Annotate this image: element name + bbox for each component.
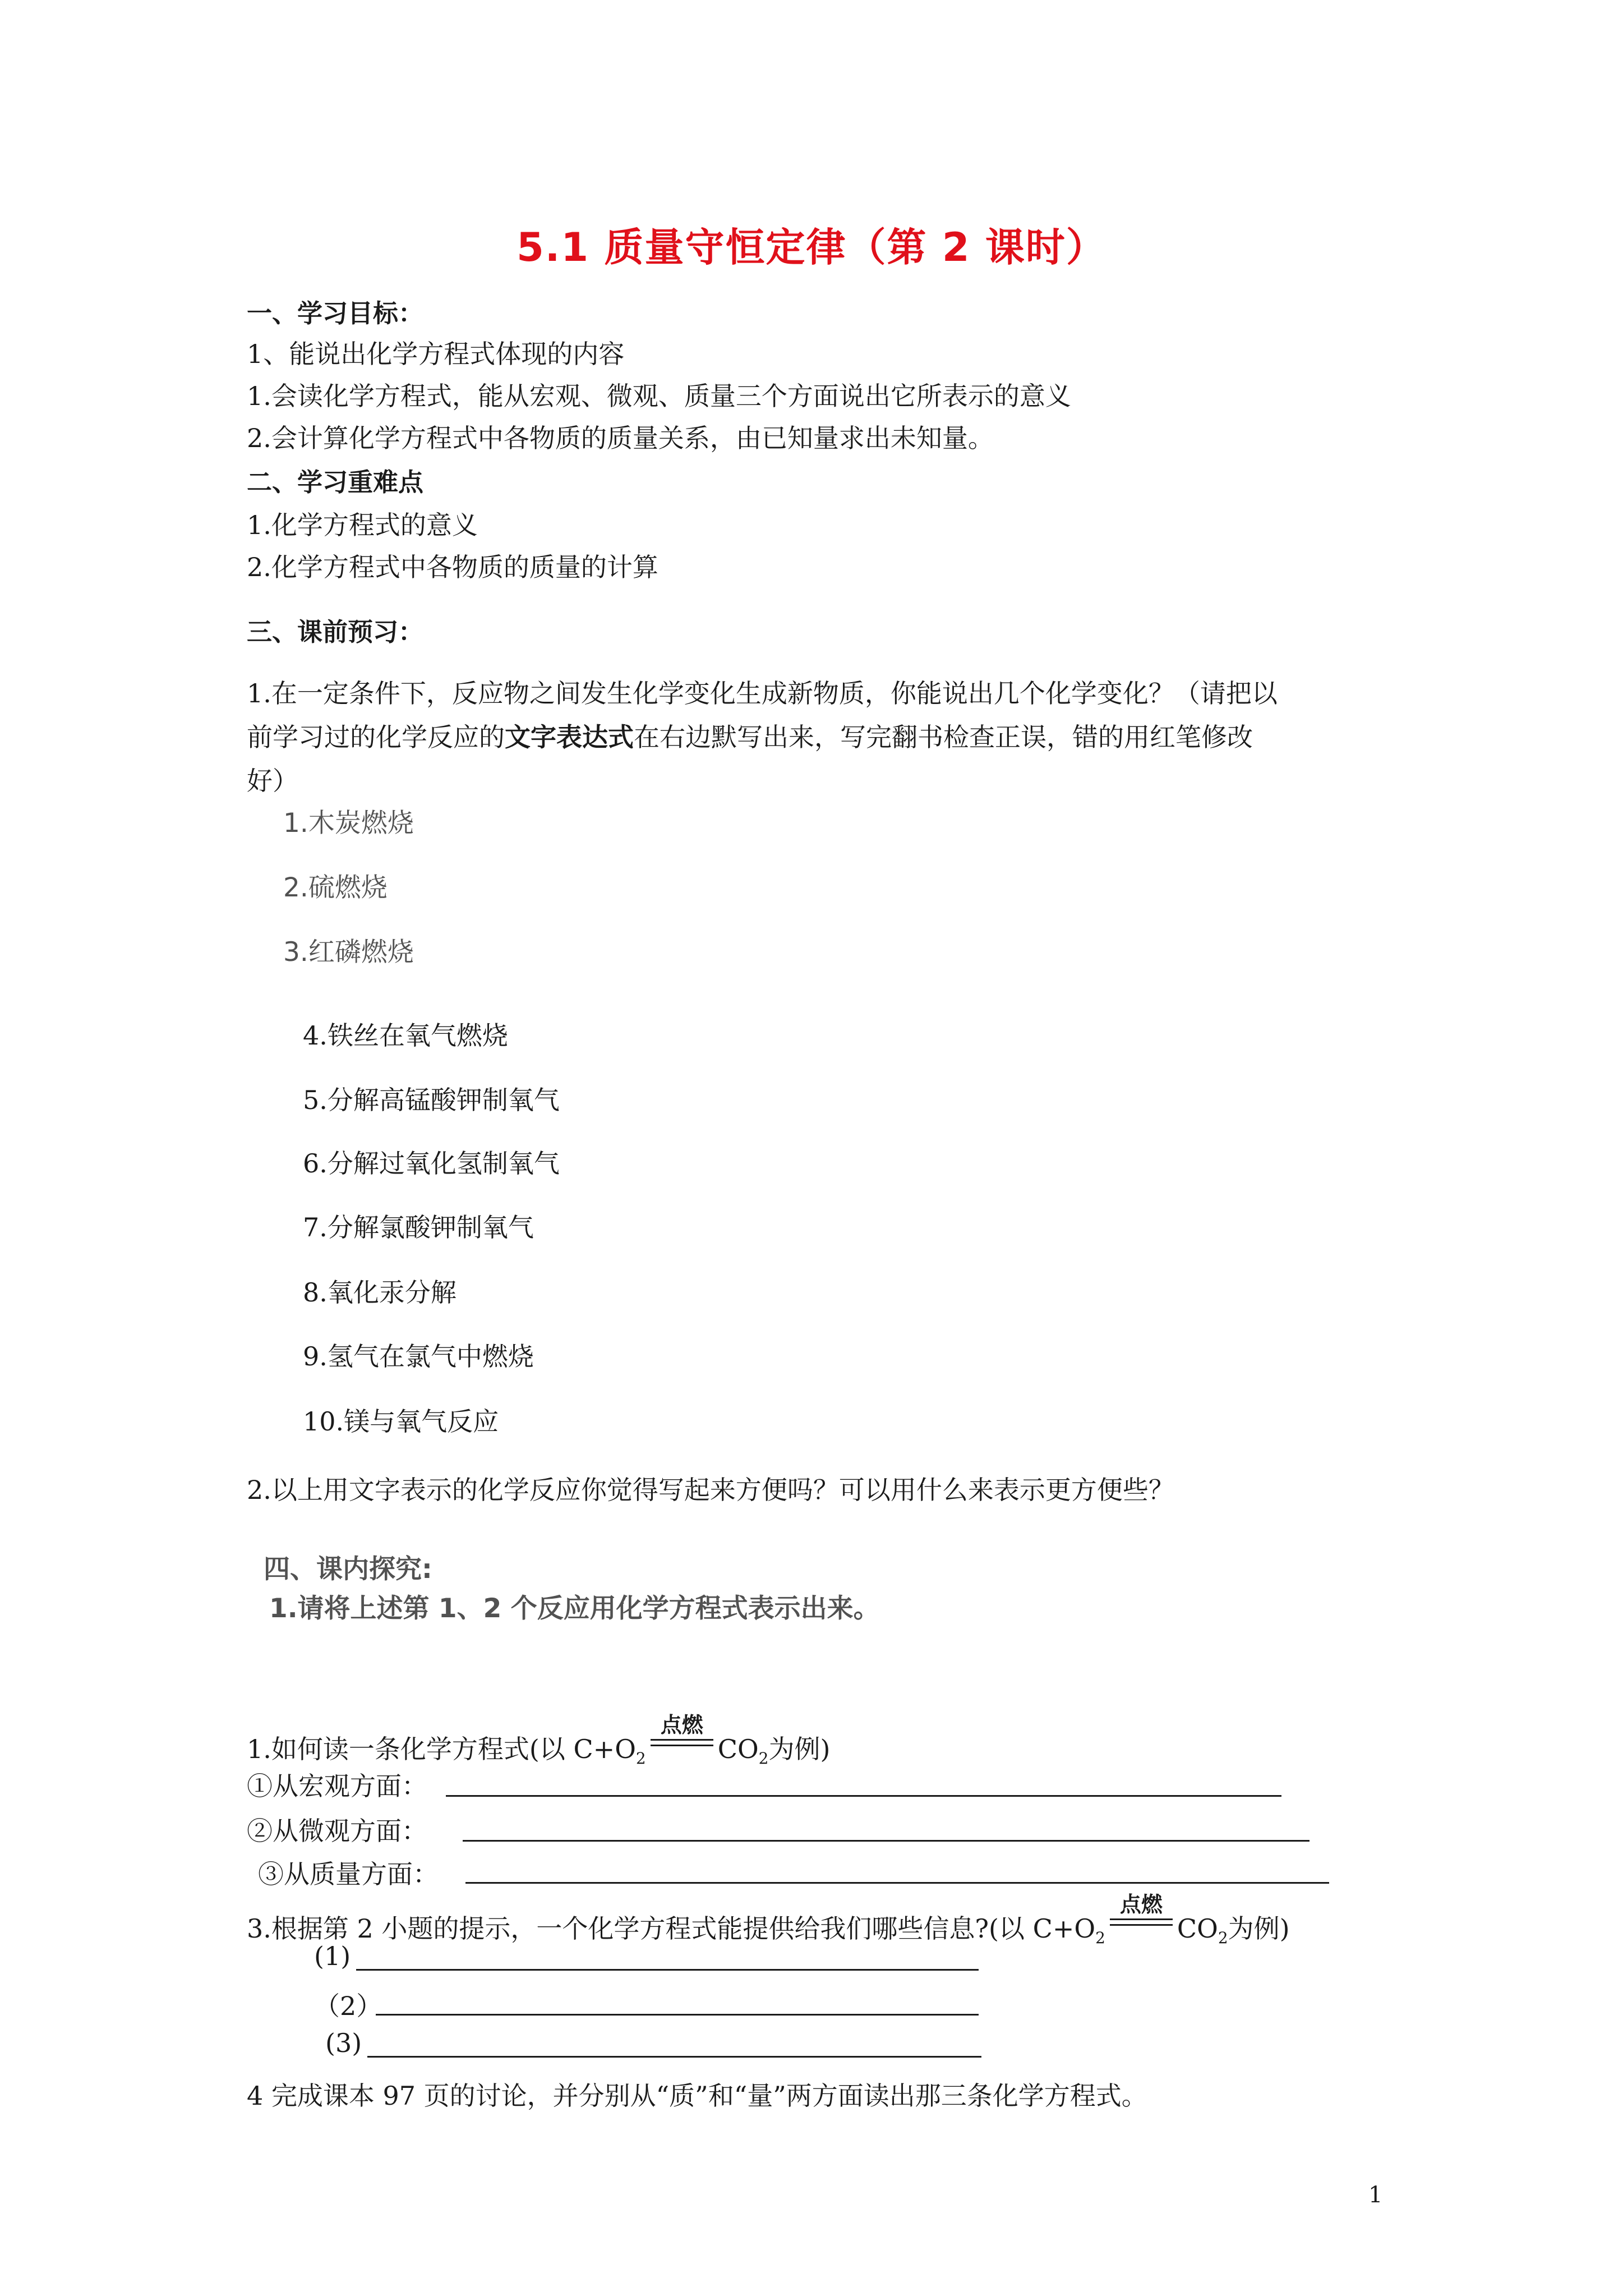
answer-line[interactable] — [367, 2056, 981, 2058]
info-item-label: （2） — [314, 1991, 382, 2021]
preview-question-1-line2 — [247, 717, 1253, 754]
info-item-label: (1) — [314, 1941, 351, 1971]
key-heading: 二、学习重难点 — [247, 467, 424, 497]
goal-item: 1.会读化学方程式，能从宏观、微观、质量三个方面说出它所表示的意义 — [247, 381, 1071, 411]
reaction-condition: 点燃 — [1108, 1896, 1175, 1930]
preview-heading: 三、课前预习： — [247, 617, 424, 647]
read-equation-question: 1.如何读一条化学方程式(以 $C+O_2$ 点燃 $CO_2$为例) — [247, 1713, 831, 1768]
key-point: 2.化学方程式中各物质的质量的计算 — [247, 552, 658, 582]
preview-question-2: 2.以上用文字表示的化学反应你觉得写起来方便吗？可以用什么来表示更方便些？ — [247, 1475, 1174, 1505]
reaction-item: 8.氧化汞分解 — [303, 1277, 457, 1308]
reaction-item: 5.分解高锰酸钾制氧气 — [303, 1085, 560, 1115]
answer-line[interactable] — [356, 1969, 979, 1971]
answer-line[interactable] — [446, 1795, 1281, 1797]
reaction-item: 7.分解氯酸钾制氧气 — [303, 1212, 534, 1243]
preview-question-1-line3: 好） — [247, 766, 298, 796]
reaction-condition: 点燃 — [648, 1717, 716, 1750]
aspect-label: ①从宏观方面： — [247, 1771, 427, 1801]
reaction-item: 9.氢气在氯气中燃烧 — [303, 1341, 534, 1372]
goal-item: 2.会计算化学方程式中各物质的质量关系，由已知量求出未知量。 — [247, 423, 994, 453]
key-point: 1.化学方程式的意义 — [247, 510, 478, 540]
page-number: 1 — [1368, 2182, 1383, 2208]
reaction-item: 6.分解过氧化氢制氧气 — [303, 1148, 560, 1179]
question-4: 4 完成课本 97 页的讨论，并分别从“质”和“量”两方面读出那三条化学方程式。 — [247, 2081, 1147, 2111]
goals-heading: 一、学习目标： — [247, 298, 424, 328]
answer-line[interactable] — [376, 2014, 979, 2016]
aspect-label: ②从微观方面： — [247, 1816, 427, 1846]
explore-heading: 四、课内探究: — [264, 1554, 432, 1585]
reaction-item: 2.硫燃烧 — [283, 872, 388, 903]
info-question: 3.根据第 2 小题的提示，一个化学方程式能提供给我们哪些信息?(以 $C+O_2$ 点燃 $CO_2$为例) — [247, 1892, 1290, 1947]
answer-line[interactable] — [465, 1882, 1329, 1884]
aspect-label: ③从质量方面： — [258, 1859, 439, 1889]
goal-item: 1、能说出化学方程式体现的内容 — [247, 339, 625, 369]
reaction-item: 4.铁丝在氧气燃烧 — [303, 1020, 508, 1051]
preview-question-1: 1.在一定条件下，反应物之间发生化学变化生成新物质，你能说出几个化学变化？（请把以 — [247, 678, 1278, 708]
preview-q1-text: 前学习过的化学反应的 — [247, 722, 505, 752]
preview-q1-text: 在右边默写出来，写完翻书检查正误，错的用红笔修改 — [634, 722, 1253, 752]
page-title: 5.1 质量守恒定律（第 2 课时） — [517, 224, 1106, 270]
reaction-item: 3.红磷燃烧 — [283, 937, 414, 968]
explore-question-1: 1.请将上述第 1、2 个反应用化学方程式表示出来。 — [269, 1593, 880, 1624]
info-item-label: (3) — [325, 2028, 362, 2058]
reaction-item: 1.木炭燃烧 — [283, 808, 414, 839]
answer-line[interactable] — [463, 1840, 1310, 1842]
preview-q1-emphasis: 文字表达式 — [505, 722, 634, 752]
reaction-item: 10.镁与氧气反应 — [303, 1406, 499, 1437]
